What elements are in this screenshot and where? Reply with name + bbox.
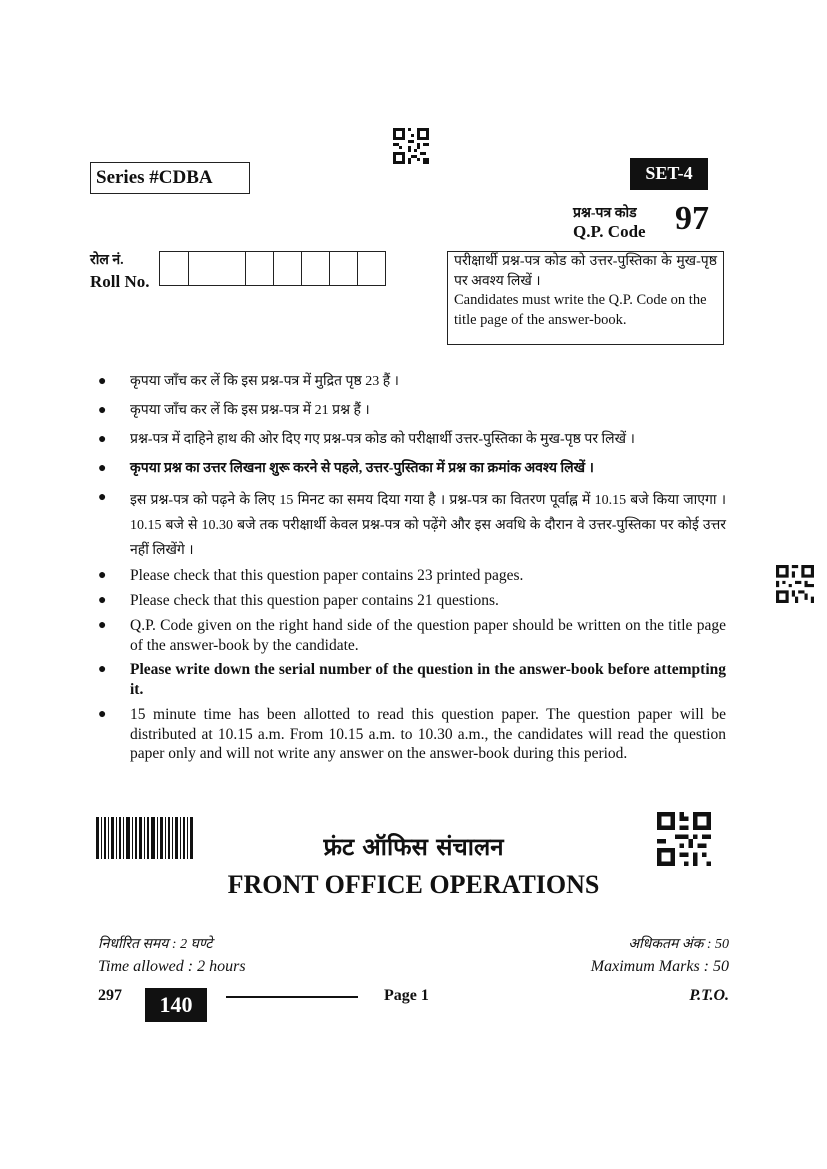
qr-code-side: [776, 565, 814, 603]
subject-title-hindi: फ्रंट ऑफिस संचालन: [323, 833, 504, 861]
instruction-text: कृपया प्रश्न का उत्तर लिखना शुरू करने से पहले, उत्तर-पुस्तिका में प्रश्न का क्रमांक अवश्य लिखें ।: [130, 461, 594, 476]
qp-code-label: Q.P. Code: [573, 222, 646, 241]
paper-code: 297: [98, 987, 122, 1004]
bullet: ●: [98, 432, 107, 447]
instruction-text: कृपया जाँच कर लें कि इस प्रश्न-पत्र में मुद्रित पृष्ठ 23 हैं ।: [130, 374, 399, 389]
roll-label-hindi: रोल नं.: [90, 253, 124, 268]
instruction-text: Please check that this question paper contains 21 questions.: [130, 592, 499, 609]
instruction-text: Please check that this question paper contains 23 printed pages.: [130, 567, 524, 584]
subject-title: FRONT OFFICE OPERATIONS: [227, 870, 600, 899]
bullet: ●: [98, 568, 107, 583]
bullet: ●: [98, 593, 107, 608]
qp-code-value: 97: [675, 200, 709, 237]
roll-box[interactable]: [301, 251, 330, 286]
bullet: ●: [98, 374, 107, 389]
roll-box[interactable]: [273, 251, 302, 286]
bullet: ●: [98, 662, 107, 677]
roll-box[interactable]: [188, 251, 246, 286]
notice-english: Candidates must write the Q.P. Code on the title page of the answer-book.: [454, 292, 707, 328]
bullet: ●: [98, 618, 107, 633]
instruction-text: Q.P. Code given on the right hand side of the question paper should be written on the title page of the answer-book by the candidate.: [130, 617, 726, 654]
set-badge: SET-4: [630, 158, 708, 190]
series-label: Series #CDBA: [90, 162, 250, 194]
roll-number-boxes[interactable]: [160, 251, 386, 286]
roll-box[interactable]: [357, 251, 386, 286]
instruction-text: प्रश्न-पत्र में दाहिने हाथ की ओर दिए गए प्रश्न-पत्र कोड को परीक्षार्थी उत्तर-पुस्तिका के मुख-पृष्ठ पर लिखें ।: [130, 432, 635, 447]
qp-code-notice: [447, 251, 724, 345]
instruction-text: कृपया जाँच कर लें कि इस प्रश्न-पत्र में 21 प्रश्न हैं ।: [130, 403, 370, 418]
bullet: ●: [98, 461, 107, 476]
qp-code-label-hindi: प्रश्न-पत्र कोड: [573, 206, 637, 221]
page-number: Page 1: [384, 987, 429, 1004]
bullet: ●: [98, 490, 107, 505]
instruction-text: इस प्रश्न-पत्र को पढ़ने के लिए 15 मिनट का समय दिया गया है । प्रश्न-पत्र का वितरण पूर्वाह्न में 10.15 बजे किया जाएगा । 10.15 बजे से 10.30 बजे तक परीक्षार्थी केवल प्रश्न-पत्र को पढ़ेंगे और इस अवधि के दौरान वे उत्तर-पुस्तिका पर कोई उत्तर नहीं लिखेंगे ।: [130, 493, 726, 558]
roll-label: Roll No.: [90, 272, 150, 291]
roll-box[interactable]: [159, 251, 189, 286]
bullet: ●: [98, 707, 107, 722]
divider: [226, 996, 358, 998]
notice-hindi: परीक्षार्थी प्रश्न-पत्र कोड को उत्तर-पुस्तिका के मुख-पृष्ठ पर अवश्य लिखें ।: [454, 254, 717, 289]
max-marks-hindi: अधिकतम अंक : 50: [628, 937, 729, 952]
roll-box[interactable]: [329, 251, 358, 286]
qr-code-top: [393, 128, 429, 164]
instruction-text: 15 minute time has been allotted to read this question paper. The question paper will be distributed at 10.15 a.m. From 10.15 a.m. to 10.30 a.m., the candidates will read the question paper only and will not write any answer on the answer-book during this period.: [130, 706, 726, 762]
bullet: ●: [98, 403, 107, 418]
max-marks: Maximum Marks : 50: [590, 958, 729, 975]
time-allowed-hindi: निर्धारित समय : 2 घण्टे: [98, 937, 213, 952]
time-allowed: Time allowed : 2 hours: [98, 958, 246, 975]
pto-label: P.T.O.: [689, 987, 729, 1004]
code-badge: 140: [145, 988, 207, 1022]
instruction-text: Please write down the serial number of the question in the answer-book before attempting it.: [130, 661, 726, 698]
roll-box[interactable]: [245, 251, 274, 286]
